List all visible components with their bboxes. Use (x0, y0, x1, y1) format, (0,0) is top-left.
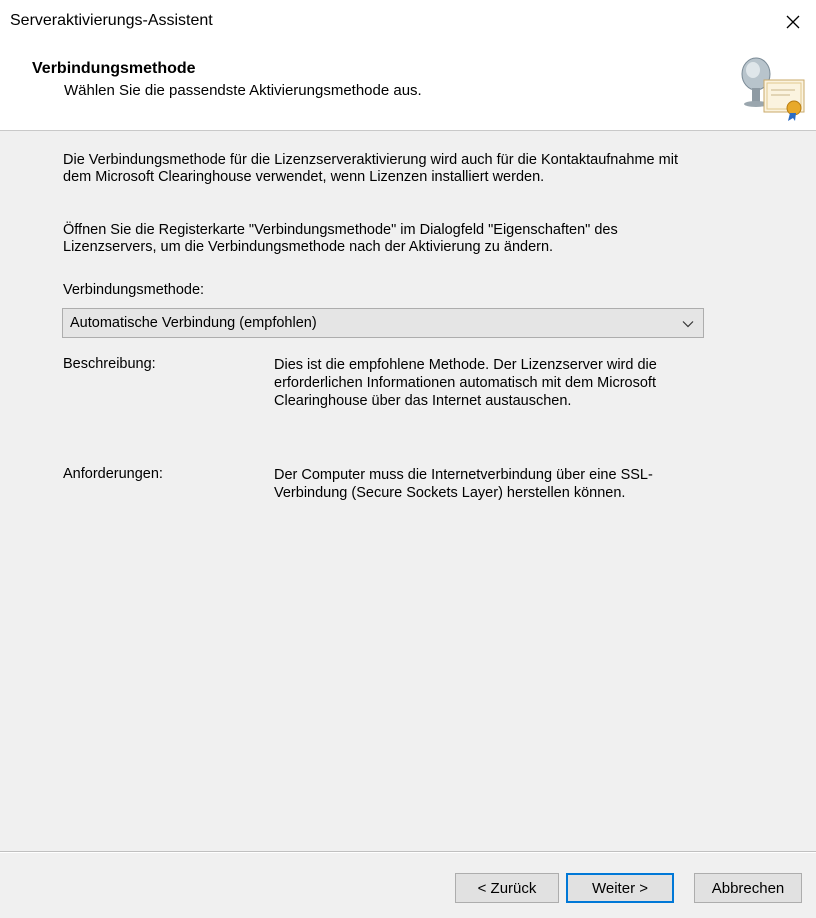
next-button[interactable]: Weiter > (566, 873, 674, 903)
connection-method-dropdown[interactable] (62, 308, 704, 338)
back-button[interactable]: < Zurück (455, 873, 559, 903)
close-button[interactable] (770, 0, 816, 44)
license-certificate-icon (738, 50, 806, 122)
requirements-text: Der Computer muss die Internetverbindung über eine SSL-Verbindung (Secure Sockets Layer) herstellen können. (274, 467, 653, 501)
description-text: Dies ist die empfohlene Methode. Der Lizenzserver wird die erforderlichen Informationen automatisch mit dem Microsoft Clearinghouse über das Internet austauschen. (274, 357, 657, 409)
method-label: Verbindungsmethode: (63, 282, 205, 298)
title-bar (0, 0, 816, 44)
page-subtitle: Wählen Sie die passendste Aktivierungsmethode aus. (64, 82, 422, 99)
hint-paragraph: Öffnen Sie die Registerkarte "Verbindungsmethode" im Dialogfeld "Eigenschaften" des Lizenzservers, um die Verbindungsmethode nach der Aktivierung zu ändern. (63, 222, 618, 255)
page-title: Verbindungsmethode (32, 60, 196, 77)
dropdown-selected-value: Automatische Verbindung (empfohlen) (70, 315, 317, 331)
window-title: Serveraktivierungs-Assistent (10, 12, 213, 29)
requirements-label: Anforderungen: (63, 466, 163, 482)
cancel-button[interactable]: Abbrechen (694, 873, 802, 903)
chevron-down-icon (681, 317, 695, 331)
wizard-header (0, 44, 816, 131)
description-label: Beschreibung: (63, 356, 156, 372)
close-icon (785, 14, 801, 30)
wizard-content (0, 132, 816, 850)
footer-divider-highlight (0, 852, 816, 853)
intro-paragraph: Die Verbindungsmethode für die Lizenzserveraktivierung wird auch für die Kontaktaufnahme mit dem Microsoft Clearinghouse verwendet, wenn Lizenzen installiert werden. (63, 152, 678, 185)
